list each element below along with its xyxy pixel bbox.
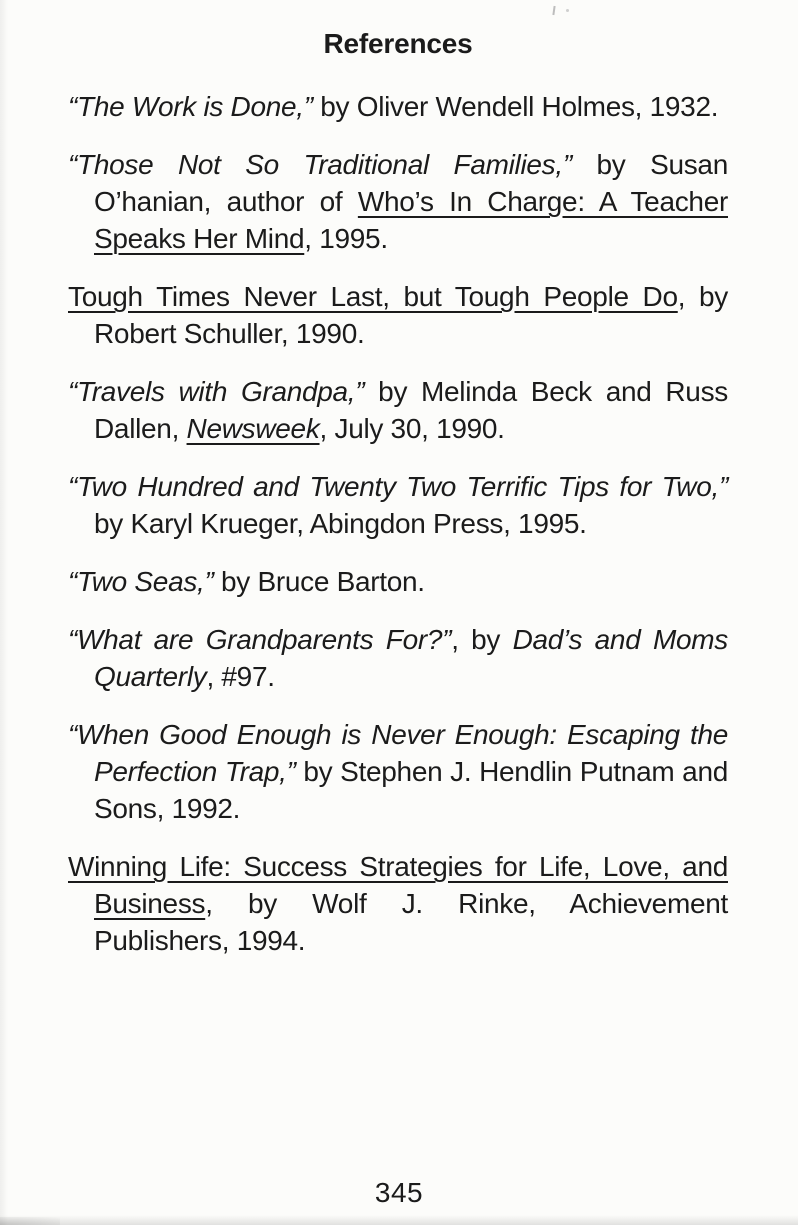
reference-entry	[68, 563, 728, 600]
reference-entry	[68, 373, 728, 447]
reference-entry	[68, 716, 728, 827]
reference-entry	[68, 146, 728, 257]
reference-segment: , #97.	[206, 661, 275, 692]
reference-segment: Newsweek	[186, 413, 320, 444]
reference-segment: “When Good Enough is Never Enough: Escaping the Perfection Trap,”	[68, 719, 728, 787]
reference-segment: , July 30, 1990.	[319, 413, 505, 444]
scan-artifact	[566, 9, 569, 12]
reference-segment: Dad’s and Moms Quarterly	[94, 624, 728, 692]
reference-segment: “The Work is Done,”	[68, 91, 321, 122]
reference-segment: “Two Seas,”	[68, 566, 222, 597]
reference-segment: , by Robert Schuller, 1990.	[94, 281, 728, 349]
reference-entry	[68, 621, 728, 695]
reference-segment: by Melinda Beck and Russ Dallen,	[94, 376, 728, 444]
reference-entry	[68, 468, 728, 542]
references-section	[68, 26, 728, 980]
reference-entry	[68, 88, 728, 125]
reference-segment: , by	[451, 624, 513, 655]
reference-segment: Who’s In Charge: A Teacher Speaks Her Mind	[94, 186, 728, 254]
reference-segment: , 1995.	[304, 223, 388, 254]
page-number: 345	[374, 1177, 424, 1208]
reference-segment: “Those Not So Traditional Families,”	[68, 149, 597, 180]
scan-artifact	[552, 6, 555, 15]
scan-edge-shadow	[0, 1215, 798, 1225]
reference-segment: “Travels with Grandpa,”	[68, 376, 379, 407]
references-list	[68, 88, 728, 959]
reference-segment: by Bruce Barton.	[221, 566, 425, 597]
reference-segment: “Two Hundred and Twenty Two Terrific Tips for Two,”	[68, 471, 728, 502]
reference-segment: , by Wolf J. Rinke, Achievement Publishers, 1994.	[94, 888, 728, 956]
reference-entry	[68, 278, 728, 352]
reference-segment: by Susan O’hanian, author of	[94, 149, 728, 217]
reference-entry	[68, 848, 728, 959]
scan-edge-shadow	[0, 1217, 60, 1225]
scan-edge-shadow	[0, 0, 8, 1225]
reference-segment: by Karyl Krueger, Abingdon Press, 1995.	[94, 508, 587, 539]
reference-segment: Winning Life: Success Strategies for Life, Love, and Business	[68, 851, 728, 919]
reference-segment: Tough Times Never Last, but Tough People Do	[68, 281, 678, 312]
reference-segment: by Oliver Wendell Holmes, 1932.	[320, 91, 719, 122]
reference-segment: “What are Grandparents For?”	[68, 624, 452, 655]
page-title: References	[323, 28, 473, 59]
reference-segment: by Stephen J. Hendlin Putnam and Sons, 1992.	[94, 756, 728, 824]
